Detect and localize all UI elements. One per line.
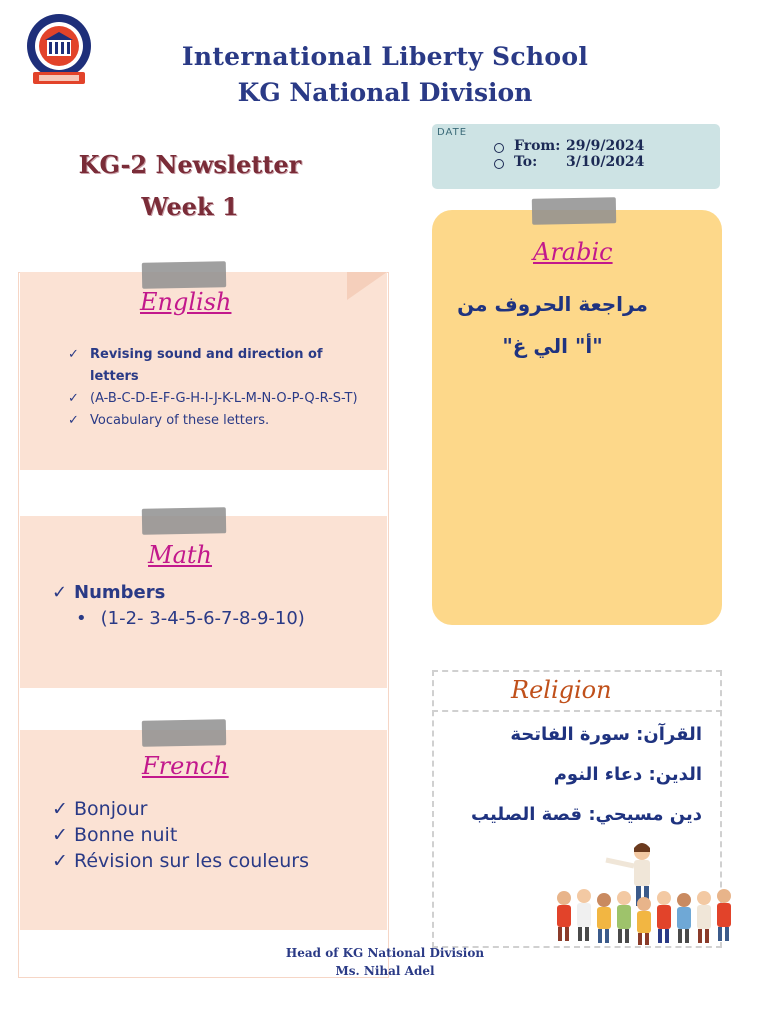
date-to-label: To: — [514, 154, 538, 170]
school-name: International Liberty School — [181, 42, 589, 71]
date-to-row — [494, 154, 644, 170]
list-item: ✓ (A-B-C-D-E-F-G-H-I-J-K-L-M-N-O-P-Q-R-S-T) — [68, 388, 368, 410]
religion-divider — [432, 710, 722, 712]
date-from-label: From: — [514, 138, 561, 154]
division-name: KG National Division — [237, 78, 533, 107]
folded-corner — [347, 272, 387, 300]
date-from-row — [494, 138, 644, 154]
tape-icon — [142, 719, 226, 746]
list-item: ✓ Numbers — [52, 582, 165, 603]
math-title: Math — [148, 541, 212, 569]
list-item: ✓ Revising sound and direction of letters — [68, 344, 368, 388]
list-item: ✓ Bonjour — [52, 796, 309, 822]
arabic-line-2: "أ" الي غ" — [502, 334, 603, 358]
arabic-line-1: مراجعة الحروف من — [457, 292, 648, 316]
footer-name: Ms. Nihal Adel — [335, 964, 435, 978]
circle-bullet-icon — [494, 143, 504, 153]
date-label: DATE — [437, 127, 468, 138]
religion-line-1: القرآن: سورة الفاتحة — [510, 724, 702, 745]
tape-icon — [142, 261, 226, 288]
arabic-card — [432, 210, 722, 625]
french-title: French — [142, 752, 229, 780]
date-to-value: 3/10/2024 — [566, 154, 645, 170]
newsletter-title: KG-2 Newsletter — [78, 150, 302, 179]
circle-bullet-icon — [494, 159, 504, 169]
religion-line-2: الدين: دعاء النوم — [553, 764, 702, 785]
list-item: ✓ Révision sur les couleurs — [52, 848, 309, 874]
list-item: ✓ Bonne nuit — [52, 822, 309, 848]
school-logo-icon — [25, 10, 93, 88]
tape-icon — [142, 507, 226, 534]
french-list — [52, 796, 309, 874]
math-list — [52, 582, 165, 603]
newsletter-week: Week 1 — [141, 192, 239, 221]
english-title: English — [140, 288, 232, 316]
math-sub-item: • (1-2- 3-4-5-6-7-8-9-10) — [76, 608, 305, 629]
english-list — [68, 344, 368, 432]
religion-line-3: دين مسيحي: قصة الصليب — [470, 804, 702, 825]
religion-title: Religion — [511, 676, 612, 704]
arabic-title: Arabic — [533, 238, 613, 266]
date-from-value: 29/9/2024 — [566, 138, 645, 154]
date-box — [432, 124, 720, 189]
list-item: ✓ Vocabulary of these letters. — [68, 410, 368, 432]
children-illustration-icon — [550, 838, 740, 956]
footer-title: Head of KG National Division — [285, 946, 485, 960]
tape-icon — [532, 197, 616, 224]
